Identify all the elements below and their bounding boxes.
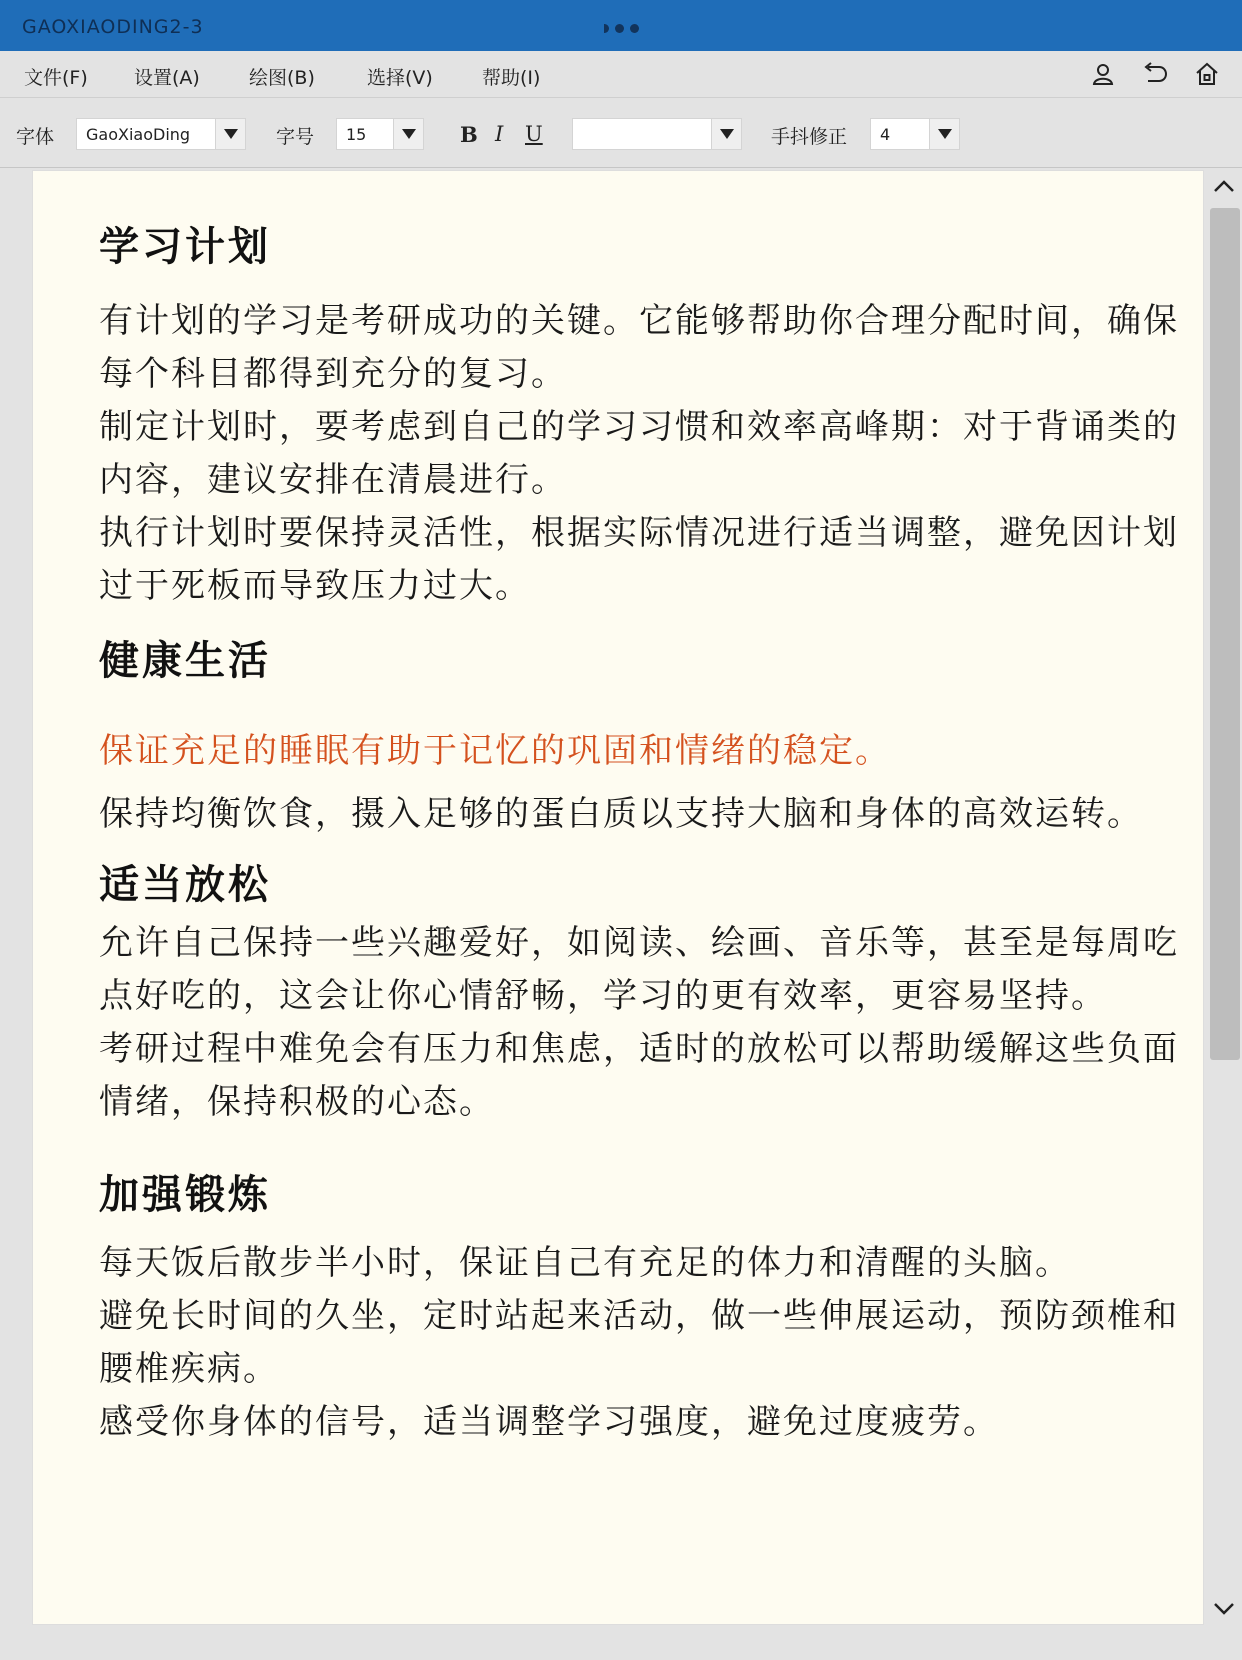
dropdown-arrow-icon[interactable] bbox=[215, 119, 245, 149]
menu-select[interactable]: 选择(V) bbox=[367, 67, 433, 89]
jitter-correction-label: 手抖修正 bbox=[771, 126, 848, 148]
chevron-down-icon[interactable] bbox=[1212, 1597, 1236, 1621]
underline-button[interactable]: U bbox=[525, 122, 543, 146]
paragraph: 感受你身体的信号，适当调整学习强度，避免过度疲劳。 bbox=[99, 1402, 999, 1442]
format-toolbar bbox=[0, 98, 1242, 168]
vertical-scrollbar[interactable] bbox=[1206, 170, 1242, 1625]
document-page[interactable] bbox=[32, 170, 1204, 1625]
size-label: 字号 bbox=[276, 126, 315, 148]
bold-button[interactable]: B bbox=[460, 122, 478, 147]
italic-button[interactable]: I bbox=[495, 122, 504, 146]
paragraph: 每天饭后散步半小时，保证自己有充足的体力和清醒的头脑。 bbox=[99, 1243, 1071, 1283]
paragraph: 考研过程中难免会有压力和焦虑，适时的放松可以帮助缓解这些负面情绪，保持积极的心态。 bbox=[99, 1029, 1179, 1122]
drag-dot bbox=[630, 24, 639, 33]
section-title-exercise: 加强锻炼 bbox=[99, 1171, 271, 1218]
chevron-up-icon[interactable] bbox=[1212, 174, 1236, 198]
color-select[interactable] bbox=[572, 118, 742, 150]
menu-file[interactable]: 文件(F) bbox=[24, 67, 88, 89]
paragraph: 执行计划时要保持灵活性，根据实际情况进行适当调整，避免因计划过于死板而导致压力过大。 bbox=[99, 513, 1179, 606]
window-drag-handle[interactable] bbox=[604, 24, 639, 33]
drag-dot bbox=[615, 24, 624, 33]
document-content[interactable] bbox=[99, 221, 1185, 1449]
section-title-relax: 适当放松 bbox=[99, 861, 271, 908]
paragraph: 避免长时间的久坐，定时站起来活动，做一些伸展运动，预防颈椎和腰椎疾病。 bbox=[99, 1296, 1179, 1389]
dropdown-arrow-icon[interactable] bbox=[711, 119, 741, 149]
title-bar bbox=[0, 0, 1242, 51]
menu-draw[interactable]: 绘图(B) bbox=[249, 67, 315, 89]
menu-settings[interactable]: 设置(A) bbox=[134, 67, 200, 89]
undo-icon[interactable] bbox=[1142, 61, 1168, 87]
drag-dot bbox=[604, 24, 609, 33]
font-family-select[interactable] bbox=[76, 118, 246, 150]
scrollbar-thumb[interactable] bbox=[1210, 208, 1240, 1060]
jitter-correction-select[interactable] bbox=[870, 118, 960, 150]
menu-help[interactable]: 帮助(I) bbox=[482, 67, 541, 89]
paragraph: 允许自己保持一些兴趣爱好，如阅读、绘画、音乐等，甚至是每周吃点好吃的，这会让你心情舒畅，学习的更有效率，更容易坚持。 bbox=[99, 923, 1179, 1016]
user-icon[interactable] bbox=[1090, 61, 1116, 87]
paragraph: 保持均衡饮食，摄入足够的蛋白质以支持大脑和身体的高效运转。 bbox=[99, 794, 1143, 834]
dropdown-arrow-icon[interactable] bbox=[393, 119, 423, 149]
paragraph: 有计划的学习是考研成功的关键。它能够帮助你合理分配时间，确保每个科目都得到充分的复习。 bbox=[99, 301, 1179, 394]
font-family-value: GaoXiaoDing bbox=[86, 124, 191, 144]
window-title: GAOXIAODING2-3 bbox=[22, 16, 204, 38]
home-icon[interactable] bbox=[1194, 61, 1220, 87]
font-size-select[interactable] bbox=[336, 118, 424, 150]
jitter-correction-value: 4 bbox=[880, 124, 891, 144]
paragraph-highlight: 保证充足的睡眠有助于记忆的巩固和情绪的稳定。 bbox=[99, 731, 891, 771]
section-title-study-plan: 学习计划 bbox=[99, 223, 271, 270]
paragraph: 制定计划时，要考虑到自己的学习习惯和效率高峰期：对于背诵类的内容，建议安排在清晨进行。 bbox=[99, 407, 1179, 500]
section-title-healthy-life: 健康生活 bbox=[99, 637, 271, 684]
font-label: 字体 bbox=[16, 126, 55, 148]
menu-right-actions bbox=[1090, 61, 1220, 87]
dropdown-arrow-icon[interactable] bbox=[929, 119, 959, 149]
font-size-value: 15 bbox=[346, 124, 367, 144]
menu-bar bbox=[0, 51, 1242, 98]
